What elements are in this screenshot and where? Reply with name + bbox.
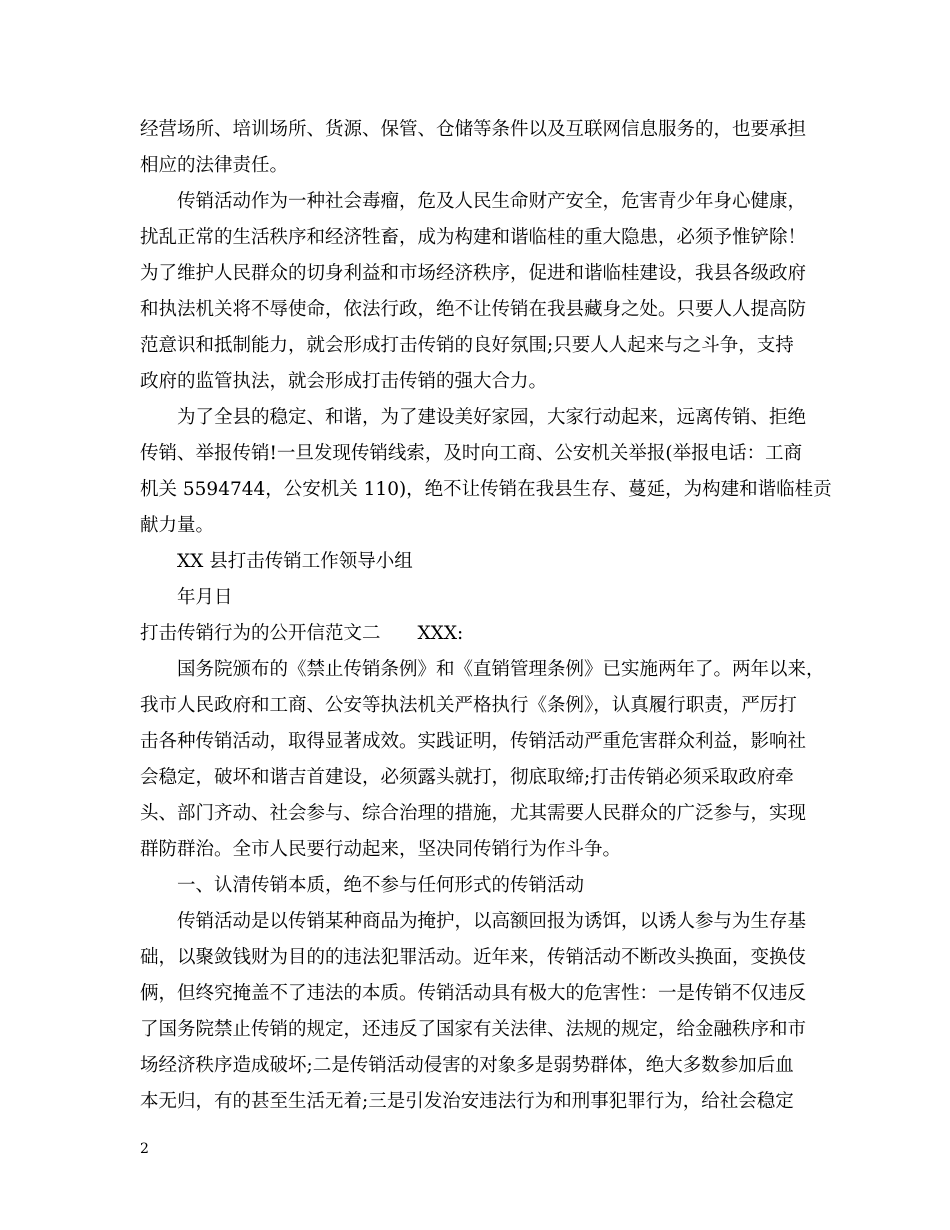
- text-line: 经营场所、培训场所、货源、保管、仓储等条件以及互联网信息服务的，也要承担: [140, 119, 807, 140]
- text-line: 我市人民政府和工商、公安等执法机关严格执行《条例》，认真履行职责，严厉打: [140, 695, 797, 716]
- signature-line: XX 县打击传销工作领导小组: [177, 551, 413, 572]
- text-line: 为了维护人民群众的切身利益和市场经济秩序，促进和谐临桂建设，我县各级政府: [140, 263, 807, 284]
- date-line: 年月日: [177, 587, 233, 608]
- text-line: 传销活动作为一种社会毒瘤，危及人民生命财产安全，危害青少年身心健康，: [177, 191, 807, 212]
- text-line: 和执法机关将不辱使命，依法行政，绝不让传销在我县藏身之处。只要人人提高防: [140, 299, 807, 320]
- text-line: 范意识和抵制能力，就会形成打击传销的良好氛围;只要人人起来与之斗争，支持: [140, 335, 794, 356]
- text-line: 传销、举报传销!一旦发现传销线索，及时向工商、公安机关举报(举报电话：工商: [140, 443, 803, 464]
- text-line: 国务院颁布的《禁止传销条例》和《直销管理条例》已实施两年了。两年以来，: [177, 659, 825, 680]
- text-line: 础，以聚敛钱财为目的的违法犯罪活动。近年来，传销活动不断改头换面，变换伎: [140, 947, 807, 968]
- text-line: 了国务院禁止传销的规定，还违反了国家有关法律、法规的规定，给金融秩序和市: [140, 1019, 807, 1040]
- text-line: 相应的法律责任。: [140, 155, 289, 176]
- text-line: 本无归，有的甚至生活无着;三是引发治安违法行为和刑事犯罪行为，给社会稳定: [140, 1091, 794, 1112]
- text-line: 群防群治。全市人民要行动起来，坚决同传销行为作斗争。: [140, 839, 622, 860]
- page-number: 2: [140, 1141, 149, 1157]
- text-line: 传销活动是以传销某种商品为掩护，以高额回报为诱饵，以诱人参与为生存基: [177, 911, 807, 932]
- text-line: 头、部门齐动、社会参与、综合治理的措施，尤其需要人民群众的广泛参与，实现: [140, 803, 807, 824]
- text-line: 机关 5594744，公安机关 110)，绝不让传销在我县生存、蔓延，为构建和谐临桂贡: [140, 479, 832, 500]
- text-line: 扰乱正常的生活秩序和经济牲畜，成为构建和谐临桂的重大隐患，必须予惟铲除！: [140, 227, 807, 248]
- text-line: 为了全县的稳定、和谐，为了建设美好家园，大家行动起来，远离传销、拒绝: [177, 407, 807, 428]
- text-line: 政府的监管执法，就会形成打击传销的强大合力。: [140, 371, 548, 392]
- subsection-heading: 一、认清传销本质，绝不参与任何形式的传销活动: [177, 875, 585, 896]
- text-line: 献力量。: [140, 515, 215, 536]
- text-line: 场经济秩序造成破坏;二是传销活动侵害的对象多是弱势群体，绝大多数参加后血: [140, 1055, 794, 1076]
- section-heading: 打击传销行为的公开信范文二 XXX:: [140, 623, 464, 644]
- text-line: 俩，但终究掩盖不了违法的本质。传销活动具有极大的危害性：一是传销不仅违反: [140, 983, 807, 1004]
- text-line: 会稳定，破坏和谐吉首建设，必须露头就打，彻底取缔;打击传销必须采取政府牵: [140, 767, 794, 788]
- text-line: 击各种传销活动，取得显著成效。实践证明，传销活动严重危害群众利益，影响社: [140, 731, 807, 752]
